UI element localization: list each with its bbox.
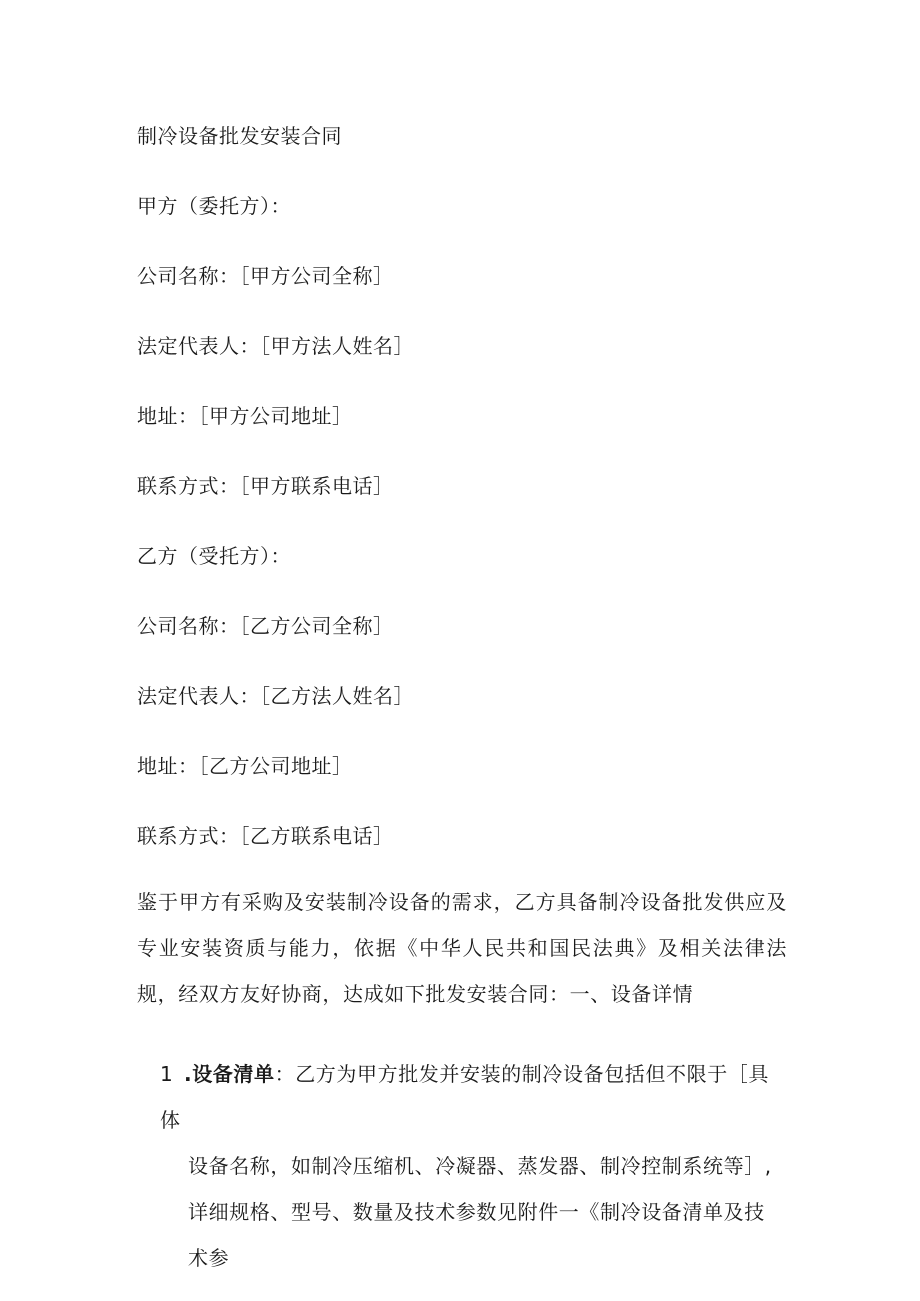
party-a-heading: 甲方（委托方）：: [137, 194, 291, 218]
party-b-company: 公司名称：［乙方公司全称］: [137, 614, 394, 638]
party-b-heading: 乙方（受托方）：: [137, 544, 291, 568]
party-b-address: 地址：［乙方公司地址］: [137, 754, 353, 778]
party-a-address: 地址：［甲方公司地址］: [137, 404, 353, 428]
document-title: 制冷设备批发安装合同: [137, 124, 342, 148]
list-item-first-line: ：乙方为甲方批发并安装的制冷设备包括但不限于［具体: [160, 1062, 770, 1132]
list-item-continuation: 设备名称，如制冷压缩机、冷凝器、蒸发器、制冷控制系统等］,详细规格、型号、数量及技术参数见附件一《制冷设备清单及技术参: [188, 1154, 772, 1270]
party-a-contact: 联系方式：［甲方联系电话］: [137, 474, 394, 498]
party-a-legal-rep: 法定代表人：［甲方法人姓名］: [137, 334, 414, 358]
preamble-paragraph: 鉴于甲方有采购及安装制冷设备的需求，乙方具备制冷设备批发供应及专业安装资质与能力，依据《中华人民共和国民法典》及相关法律法规，经双方友好协商，达成如下批发安装合同：一、设备详情: [137, 890, 787, 1006]
party-b-contact: 联系方式：［乙方联系电话］: [137, 824, 394, 848]
list-item-number: 1: [160, 1062, 174, 1086]
party-b-legal-rep: 法定代表人：［乙方法人姓名］: [137, 684, 414, 708]
list-item-term: .设备清单: [184, 1062, 275, 1086]
party-a-company: 公司名称：［甲方公司全称］: [137, 264, 394, 288]
list-item-equipment: [160, 1051, 785, 1281]
